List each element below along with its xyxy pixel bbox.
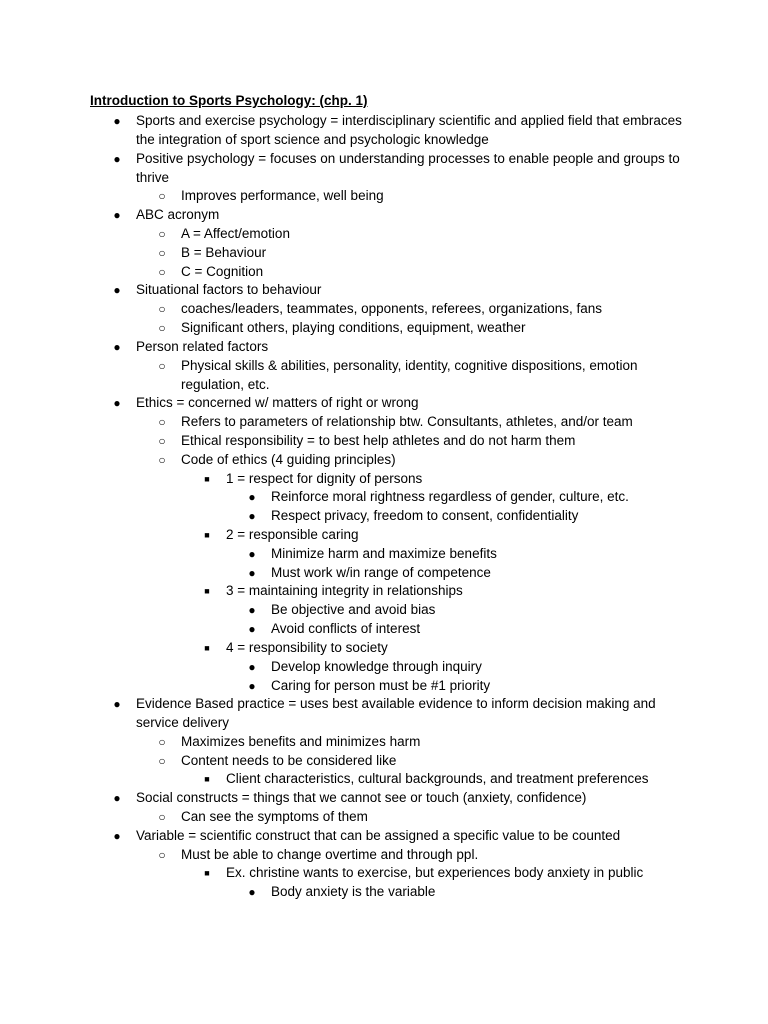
circle-bullet-icon: ○ (158, 246, 166, 260)
list-item: 2 = responsible caring (226, 527, 359, 542)
list-item: Situational factors to behaviour (136, 282, 322, 297)
document-title: Introduction to Sports Psychology: (chp. 1) (90, 93, 368, 108)
list-item: Maximizes benefits and minimizes harm (181, 734, 421, 749)
circle-bullet-icon: ○ (158, 453, 166, 467)
list-item: B = Behaviour (181, 245, 267, 260)
list-item: Client characteristics, cultural backgrounds, and treatment preferences (226, 771, 649, 786)
circle-bullet-icon: ○ (158, 434, 166, 448)
disc-bullet-icon: ● (248, 547, 256, 561)
disc-bullet-icon: ● (113, 283, 121, 297)
list-item: 1 = respect for dignity of persons (226, 471, 423, 486)
list-item: Refers to parameters of relationship btw. Consultants, athletes, and/or team (181, 414, 633, 429)
list-item: Content needs to be considered like (181, 753, 397, 768)
list-item: Respect privacy, freedom to consent, confidentiality (271, 508, 579, 523)
disc-bullet-icon: ● (248, 603, 256, 617)
list-item: Person related factors (136, 339, 269, 354)
list-item: Positive psychology = focuses on understanding processes to enable people and groups to thrive (136, 151, 680, 185)
list-item: 4 = responsibility to society (226, 640, 388, 655)
square-bullet-icon: ■ (204, 530, 210, 540)
disc-bullet-icon: ● (248, 660, 256, 674)
list-item: Significant others, playing conditions, equipment, weather (181, 320, 526, 335)
circle-bullet-icon: ○ (158, 321, 166, 335)
disc-bullet-icon: ● (113, 152, 121, 166)
disc-bullet-icon: ● (113, 114, 121, 128)
list-item: Variable = scientific construct that can be assigned a specific value to be counted (136, 828, 621, 843)
circle-bullet-icon: ○ (158, 189, 166, 203)
disc-bullet-icon: ● (248, 490, 256, 504)
circle-bullet-icon: ○ (158, 415, 166, 429)
circle-bullet-icon: ○ (158, 810, 166, 824)
list-item: coaches/leaders, teammates, opponents, referees, organizations, fans (181, 301, 602, 316)
disc-bullet-icon: ● (113, 396, 121, 410)
list-item: ABC acronym (136, 207, 220, 222)
list-item: Ethical responsibility = to best help athletes and do not harm them (181, 433, 576, 448)
list-item: Improves performance, well being (181, 188, 384, 203)
list-item: C = Cognition (181, 264, 264, 279)
disc-bullet-icon: ● (248, 509, 256, 523)
disc-bullet-icon: ● (113, 208, 121, 222)
disc-bullet-icon: ● (113, 791, 121, 805)
square-bullet-icon: ■ (204, 586, 210, 596)
list-item: 3 = maintaining integrity in relationships (226, 583, 463, 598)
list-item: Must work w/in range of competence (271, 565, 491, 580)
disc-bullet-icon: ● (248, 622, 256, 636)
square-bullet-icon: ■ (204, 474, 210, 484)
square-bullet-icon: ■ (204, 774, 210, 784)
list-item: Ex. christine wants to exercise, but experiences body anxiety in public (226, 865, 644, 880)
square-bullet-icon: ■ (204, 643, 210, 653)
circle-bullet-icon: ○ (158, 302, 166, 316)
list-item: Caring for person must be #1 priority (271, 678, 491, 693)
list-item: Avoid conflicts of interest (271, 621, 421, 636)
disc-bullet-icon: ● (113, 340, 121, 354)
disc-bullet-icon: ● (248, 885, 256, 899)
circle-bullet-icon: ○ (158, 754, 166, 768)
circle-bullet-icon: ○ (158, 848, 166, 862)
list-item: Ethics = concerned w/ matters of right or wrong (136, 395, 419, 410)
list-item: Can see the symptoms of them (181, 809, 368, 824)
disc-bullet-icon: ● (248, 679, 256, 693)
list-item: Must be able to change overtime and through ppl. (181, 847, 479, 862)
square-bullet-icon: ■ (204, 868, 210, 878)
list-item: Sports and exercise psychology = interdisciplinary scientific and applied field that embraces the integration of sport science and psychologic knowledge (136, 113, 682, 147)
list-item: Evidence Based practice = uses best available evidence to inform decision making and service delivery (136, 696, 656, 730)
list-item: A = Affect/emotion (181, 226, 290, 241)
list-item: Reinforce moral rightness regardless of gender, culture, etc. (271, 489, 629, 504)
list-item: Physical skills & abilities, personality, identity, cognitive dispositions, emotion regulation, etc. (181, 358, 638, 392)
list-item: Social constructs = things that we cannot see or touch (anxiety, confidence) (136, 790, 587, 805)
list-item: Be objective and avoid bias (271, 602, 436, 617)
list-item: Develop knowledge through inquiry (271, 659, 482, 674)
circle-bullet-icon: ○ (158, 735, 166, 749)
disc-bullet-icon: ● (113, 697, 121, 711)
circle-bullet-icon: ○ (158, 359, 166, 373)
disc-bullet-icon: ● (113, 829, 121, 843)
circle-bullet-icon: ○ (158, 265, 166, 279)
circle-bullet-icon: ○ (158, 227, 166, 241)
disc-bullet-icon: ● (248, 566, 256, 580)
list-item: Minimize harm and maximize benefits (271, 546, 497, 561)
list-item: Body anxiety is the variable (271, 884, 436, 899)
list-item: Code of ethics (4 guiding principles) (181, 452, 396, 467)
